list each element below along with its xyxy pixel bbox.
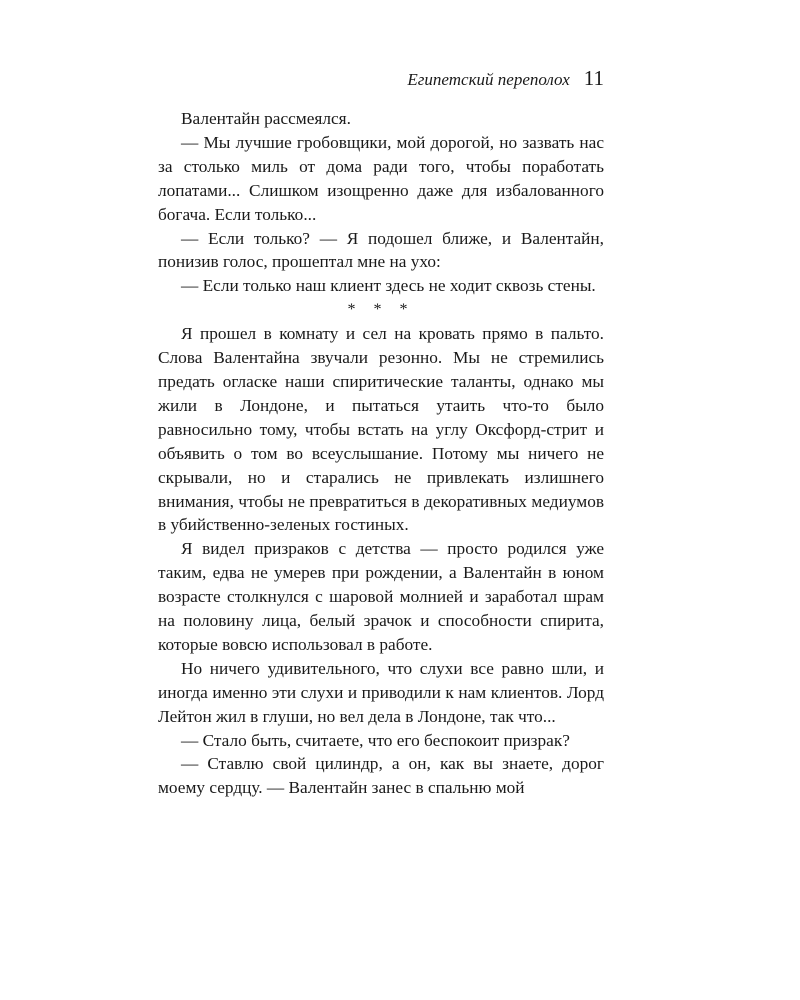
- paragraph: Я прошел в комнату и сел на кровать прямо в пальто. Слова Валентайна звучали резонно. Мы не стремились предать огласке наши спиритические таланты, однако мы жили в Лондоне, и пытаться утаить что-то было равносильно тому, чтобы встать на углу Оксфорд-стрит и объявить о том во всеуслышание. Потому мы ничего не скрывали, но и старались не привлекать излишнего внимания, чтобы не превратиться в декоративных медиумов в убийственно-зеленых гостиных.: [158, 324, 604, 535]
- paragraph: — Ставлю свой цилиндр, а он, как вы знаете, дорог моему сердцу. — Валентайн занес в спальню мой: [158, 754, 604, 798]
- running-title: Египетский переполох: [407, 70, 570, 89]
- paragraph: — Если только наш клиент здесь не ходит сквозь стены.: [181, 276, 596, 296]
- running-head: [407, 66, 604, 96]
- paragraph: — Мы лучшие гробовщики, мой дорогой, но зазвать нас за столько миль от дома ради того, чтобы поработать лопатами... Слишком изощренно даже для избалованного богача. Если только...: [158, 132, 604, 224]
- section-separator: * * *: [347, 301, 415, 319]
- paragraph: Валентайн рассмеялся.: [181, 109, 351, 128]
- body-text: [158, 107, 604, 800]
- paragraph: — Стало быть, считаете, что его беспокоит призрак?: [181, 730, 570, 750]
- paragraph: Но ничего удивительного, что слухи все равно шли, и иногда именно эти слухи и приводили к нам клиентов. Лорд Лейтон жил в глуши, но вел дела в Лондоне, так что...: [158, 658, 604, 726]
- page-number: 11: [583, 66, 604, 90]
- paragraph: — Если только? — Я подошел ближе, и Валентайн, понизив голос, прошептал мне на ухо:: [158, 228, 604, 272]
- paragraph: Я видел призраков с детства — просто родился уже таким, едва не умерев при рождении, а Валентайн в юном возрасте столкнулся с шаровой молнией и заработал шрам на половину лица, белый зрачок и способности спирита, которые вовсю использовал в работе.: [158, 539, 604, 654]
